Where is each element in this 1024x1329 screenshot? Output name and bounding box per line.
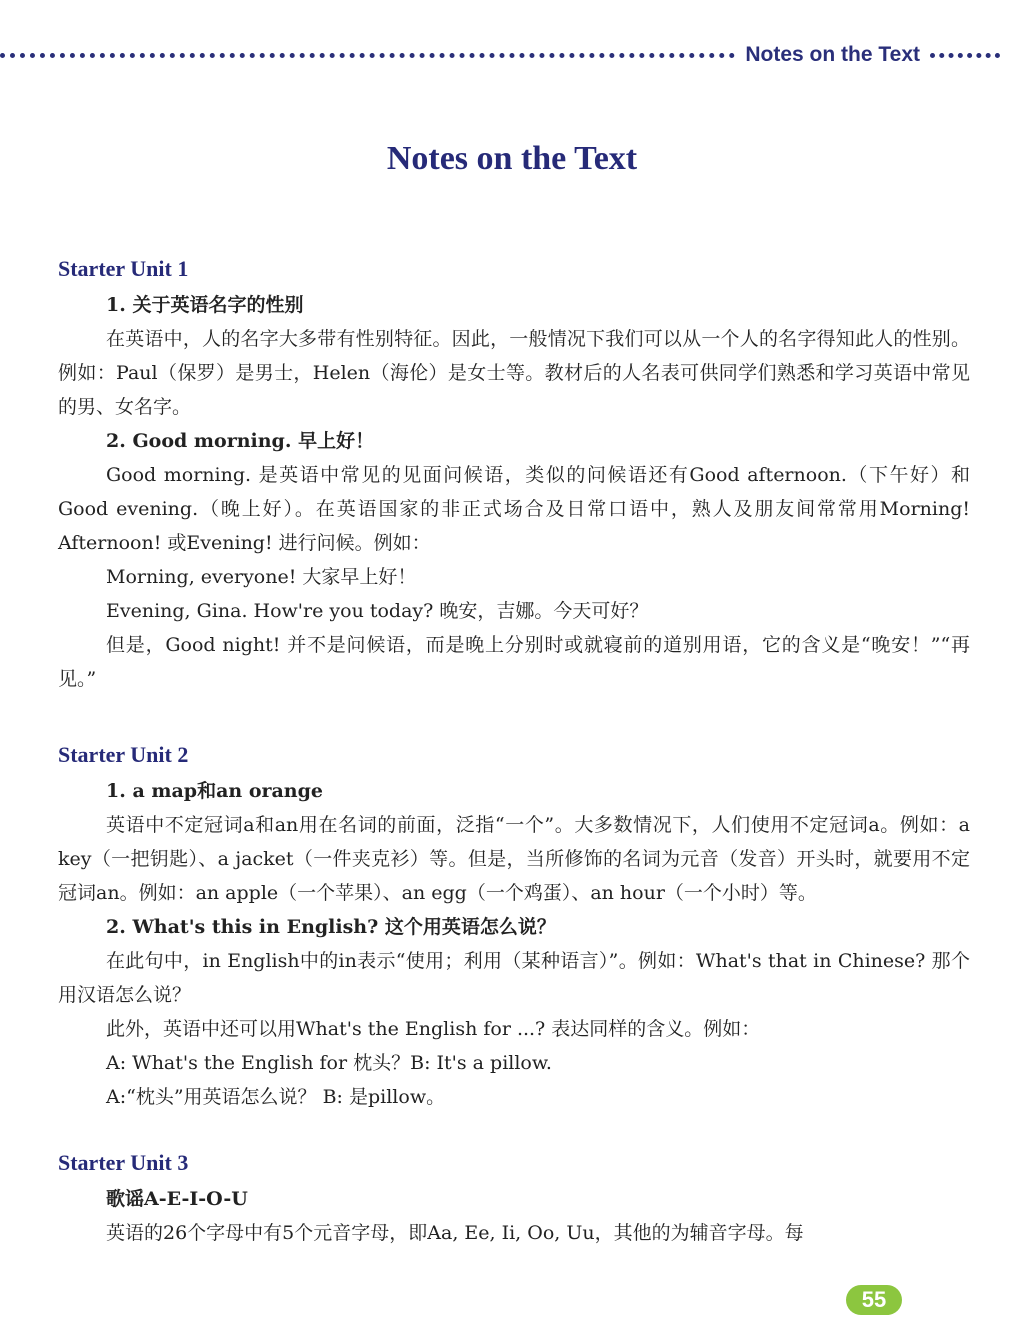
note-paragraph: 但是，Good night! 并不是问候语，而是晚上分别时或就寝前的道别用语，它的含义是“晚安！”“再见。” <box>58 634 970 690</box>
page-title: Notes on the Text <box>386 140 638 177</box>
note-paragraph: 在英语中，人的名字大多带有性别特征。因此，一般情况下我们可以从一个人的名字得知此人的性别。例如：Paul（保罗）是男士，Helen（海伦）是女士等。教材后的人名表可供同学们熟悉和学习英语中常见的男、女名字。 <box>58 328 970 418</box>
page-body <box>58 250 970 1250</box>
header-dotted-rule-tail <box>930 53 1000 58</box>
page-number-badge: 55 <box>846 1285 902 1315</box>
note-title: 2. What's this in English? 这个用英语怎么说？ <box>106 916 556 938</box>
note-title: 2. Good morning. 早上好！ <box>106 430 375 452</box>
running-header <box>0 40 1000 70</box>
header-dotted-rule <box>0 53 735 58</box>
example-sentence: A: What's the English for 枕头？B: It's a pillow. <box>106 1052 552 1074</box>
example-sentence: Evening, Gina. How're you today? 晚安，吉娜。今天可好？ <box>106 600 649 622</box>
section-starter-unit-1 <box>58 250 970 696</box>
unit-heading: Starter Unit 3 <box>58 1150 189 1175</box>
section-starter-unit-2 <box>58 736 970 1114</box>
example-sentence: A:“枕头”用英语怎么说？ B: 是pillow。 <box>106 1086 446 1108</box>
note-title: 歌谣A-E-I-O-U <box>106 1188 248 1210</box>
running-title: Notes on the Text <box>745 43 920 66</box>
section-starter-unit-3 <box>58 1144 970 1250</box>
note-paragraph: 在此句中，in English中的in表示“使用；利用（某种语言）”。例如：What's that in Chinese? 那个用汉语怎么说？ <box>58 950 970 1006</box>
unit-heading: Starter Unit 1 <box>58 256 189 281</box>
note-title: 1. a map和an orange <box>106 780 323 802</box>
note-paragraph: 英语的26个字母中有5个元音字母，即Aa, Ee, Ii, Oo, Uu，其他的为辅音字母。每 <box>106 1222 804 1244</box>
note-paragraph: 此外，英语中还可以用What's the English for ...? 表达同样的含义。例如： <box>106 1018 761 1040</box>
example-sentence: Morning, everyone! 大家早上好！ <box>106 566 417 588</box>
note-paragraph: 英语中不定冠词a和an用在名词的前面，泛指“一个”。大多数情况下，人们使用不定冠词a。例如：a key（一把钥匙）、a jacket（一件夹克衫）等。但是，当所修饰的名词为元音（发音）开头时，就要用不定冠词an。例如：an apple（一个苹果）、an egg（一个鸡蛋）、an hour（一个小时）等。 <box>58 814 970 904</box>
note-title: 1. 关于英语名字的性别 <box>106 294 304 316</box>
note-paragraph: Good morning. 是英语中常见的见面问候语，类似的问候语还有Good afternoon.（下午好）和Good evening.（晚上好）。在英语国家的非正式场合及日常口语中，熟人及朋友间常常用Morning! Afternoon! 或Evening! 进行问候。例如： <box>58 464 970 554</box>
unit-heading: Starter Unit 2 <box>58 742 189 767</box>
